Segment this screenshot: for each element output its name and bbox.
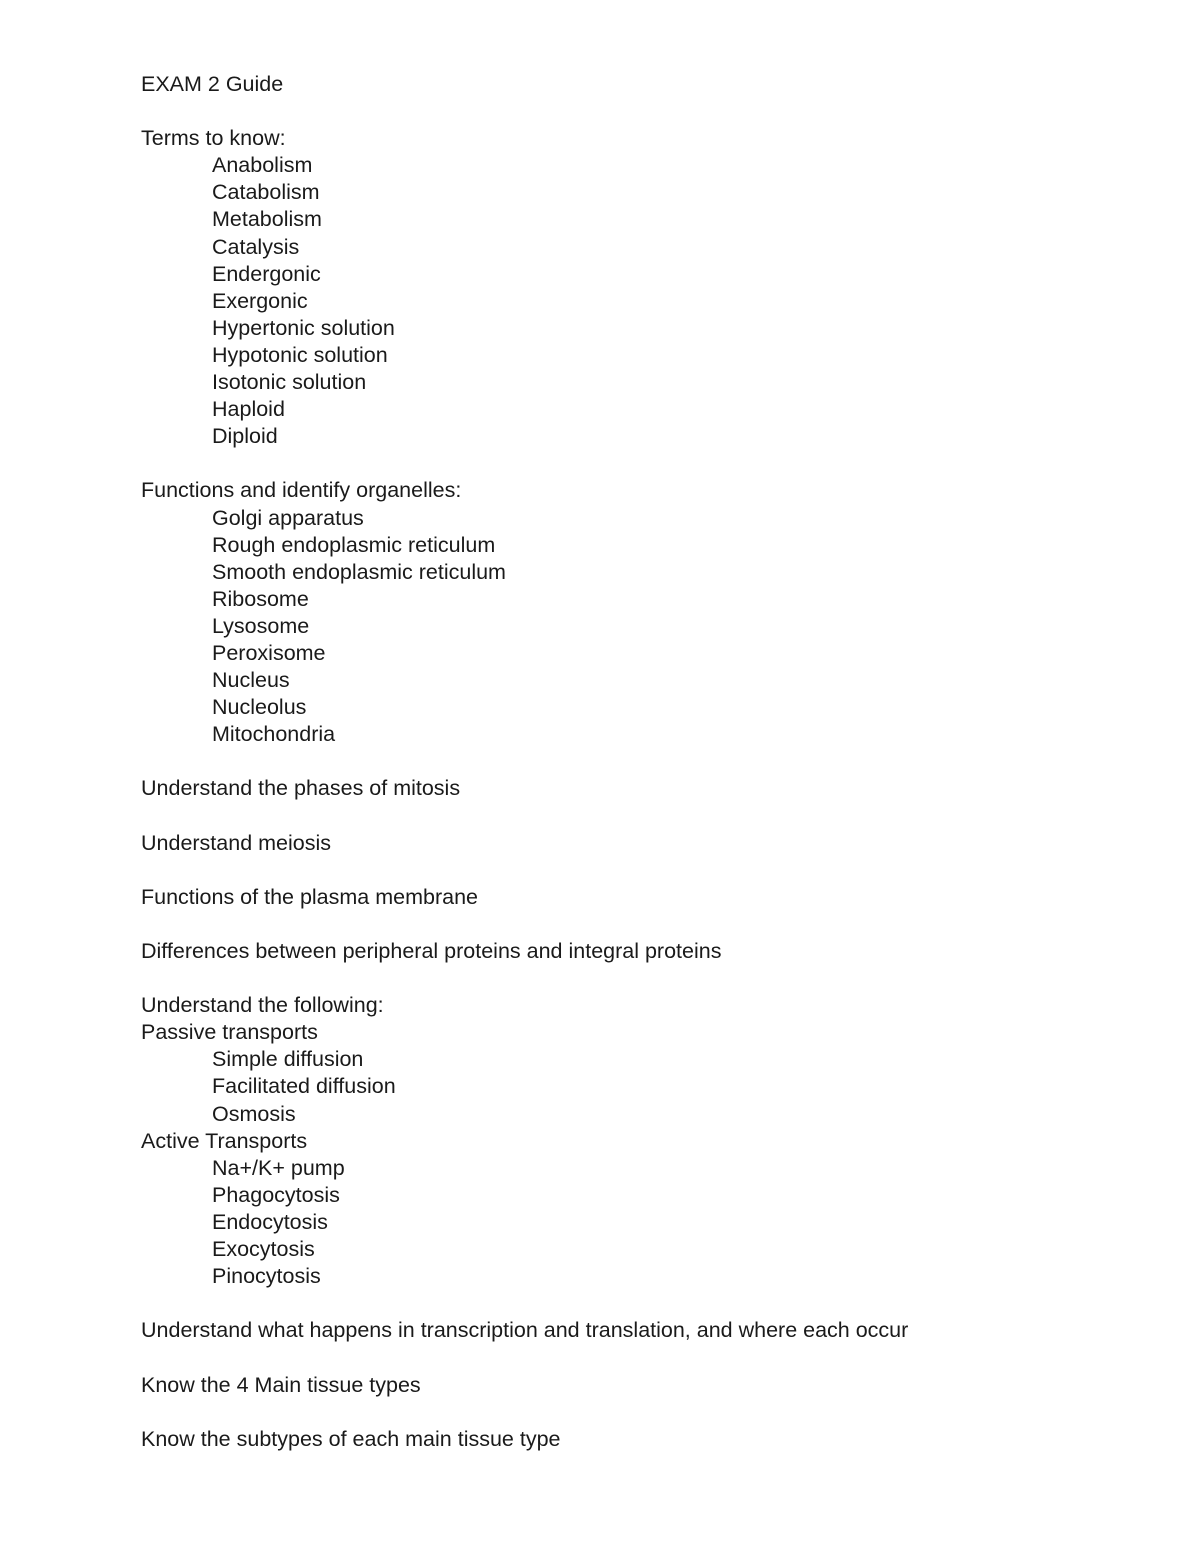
active-transport-item: Exocytosis: [212, 1237, 315, 1262]
tissue-subtypes-item: Know the subtypes of each main tissue type: [141, 1426, 561, 1451]
organelle-item: Peroxisome: [212, 640, 326, 665]
passive-transport-item: Osmosis: [212, 1101, 296, 1126]
organelle-item: Ribosome: [212, 586, 309, 611]
organelle-item: Nucleolus: [212, 695, 307, 720]
organelle-item: Lysosome: [212, 613, 310, 638]
passive-transport-label: Passive transports: [141, 1020, 318, 1045]
term-item: Diploid: [212, 424, 278, 449]
meiosis-item: Understand meiosis: [141, 830, 332, 855]
spacer: [141, 1344, 1141, 1371]
term-item: Endergonic: [212, 261, 321, 286]
spacer: [141, 857, 1141, 884]
organelle-item: Mitochondria: [212, 722, 336, 747]
mitosis-item: Understand the phases of mitosis: [141, 776, 461, 801]
organelles-heading: Functions and identify organelles:: [141, 478, 462, 503]
terms-heading: Terms to know:: [141, 126, 286, 151]
transcription-item: Understand what happens in transcription and translation, and where each occur: [141, 1318, 909, 1343]
spacer: [141, 1399, 1141, 1426]
organelle-item: Golgi apparatus: [212, 505, 364, 530]
document-body: [141, 71, 1141, 1453]
spacer: [141, 450, 1141, 477]
organelle-item: Rough endoplasmic reticulum: [212, 532, 496, 557]
term-item: Isotonic solution: [212, 370, 367, 395]
active-transport-label: Active Transports: [141, 1128, 308, 1153]
organelle-item: Nucleus: [212, 668, 290, 693]
transport-heading: Understand the following:: [141, 993, 384, 1018]
spacer: [141, 965, 1141, 992]
spacer: [141, 748, 1141, 775]
active-transport-item: Na+/K+ pump: [212, 1155, 345, 1180]
organelle-item: Smooth endoplasmic reticulum: [212, 559, 506, 584]
proteins-item: Differences between peripheral proteins and integral proteins: [141, 939, 722, 963]
term-item: Catalysis: [212, 234, 300, 259]
spacer: [141, 803, 1141, 830]
term-item: Exergonic: [212, 288, 308, 313]
term-item: Hypotonic solution: [212, 342, 388, 367]
term-item: Hypertonic solution: [212, 315, 395, 340]
term-item: Metabolism: [212, 207, 322, 232]
active-transport-item: Phagocytosis: [212, 1182, 340, 1207]
term-item: Anabolism: [212, 153, 313, 178]
term-item: Catabolism: [212, 180, 320, 205]
passive-transport-item: Simple diffusion: [212, 1047, 364, 1072]
spacer: [141, 98, 1141, 125]
tissue-types-item: Know the 4 Main tissue types: [141, 1372, 421, 1397]
spacer: [141, 911, 1141, 938]
document-title: EXAM 2 Guide: [141, 72, 284, 96]
active-transport-item: Pinocytosis: [212, 1264, 321, 1289]
spacer: [141, 1290, 1141, 1317]
term-item: Haploid: [212, 397, 285, 422]
passive-transport-item: Facilitated diffusion: [212, 1074, 396, 1099]
plasma-membrane-item: Functions of the plasma membrane: [141, 884, 478, 909]
active-transport-item: Endocytosis: [212, 1209, 328, 1234]
